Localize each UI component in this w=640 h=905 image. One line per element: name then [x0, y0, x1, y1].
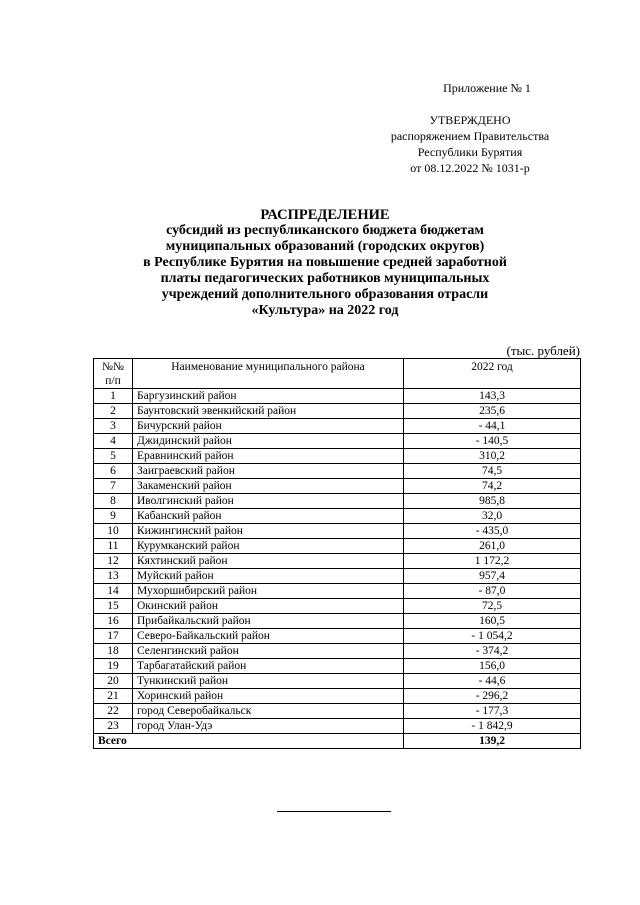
header-value: 2022 год	[404, 359, 581, 389]
approval-line-1: распоряжением Правительства	[390, 129, 550, 143]
row-name: Селенгинский район	[133, 644, 404, 659]
table-row	[94, 539, 581, 554]
approval-block	[372, 80, 568, 176]
row-number: 3	[94, 419, 133, 434]
approval-line-3: от 08.12.2022 № 1031-р	[410, 161, 530, 175]
row-name: Хоринский район	[133, 689, 404, 704]
row-number: 15	[94, 599, 133, 614]
row-name: Джидинский район	[133, 434, 404, 449]
table-header-row	[94, 359, 581, 389]
row-number: 18	[94, 644, 133, 659]
row-name: Кабанский район	[133, 509, 404, 524]
title-line: в Республике Бурятия на повышение средней заработной	[143, 255, 507, 270]
row-value: - 177,3	[404, 704, 581, 719]
table-row	[94, 659, 581, 674]
row-value: 74,5	[404, 464, 581, 479]
row-value: 985,8	[404, 494, 581, 509]
row-value: 143,3	[404, 389, 581, 404]
row-name: Бичурский район	[133, 419, 404, 434]
table-row	[94, 569, 581, 584]
row-number: 7	[94, 479, 133, 494]
header-number: №№ п/п	[94, 359, 133, 389]
approved-label: УТВЕРЖДЕНО	[429, 113, 511, 127]
row-number: 14	[94, 584, 133, 599]
row-value: - 140,5	[404, 434, 581, 449]
table-row	[94, 599, 581, 614]
row-name: Курумканский район	[133, 539, 404, 554]
table-row	[94, 389, 581, 404]
row-number: 6	[94, 464, 133, 479]
table-row	[94, 464, 581, 479]
row-number: 5	[94, 449, 133, 464]
row-name: Кяхтинский район	[133, 554, 404, 569]
row-value: - 87,0	[404, 584, 581, 599]
document-title	[110, 207, 540, 319]
row-number: 9	[94, 509, 133, 524]
table-row	[94, 719, 581, 734]
row-name: Окинский район	[133, 599, 404, 614]
title-line: учреждений дополнительного образования отрасли	[161, 287, 489, 302]
row-number: 4	[94, 434, 133, 449]
title-heading: РАСПРЕДЕЛЕНИЕ	[260, 207, 390, 223]
row-value: 957,4	[404, 569, 581, 584]
table-row	[94, 524, 581, 539]
header-name: Наименование муниципального района	[133, 359, 404, 389]
row-number: 13	[94, 569, 133, 584]
row-name: Еравнинский район	[133, 449, 404, 464]
title-line: платы педагогических работников муниципальных	[160, 271, 490, 286]
row-value: - 374,2	[404, 644, 581, 659]
total-value: 139,2	[404, 734, 581, 749]
row-name: город Улан-Удэ	[133, 719, 404, 734]
row-name: Закаменский район	[133, 479, 404, 494]
row-name: Кижингинский район	[133, 524, 404, 539]
row-value: 261,0	[404, 539, 581, 554]
distribution-table	[93, 358, 581, 749]
row-name: Тункинский район	[133, 674, 404, 689]
row-value: - 44,1	[404, 419, 581, 434]
row-number: 12	[94, 554, 133, 569]
signature-divider	[277, 811, 391, 812]
table-row	[94, 629, 581, 644]
unit-note: (тыс. рублей)	[506, 343, 580, 358]
row-number: 16	[94, 614, 133, 629]
row-value: 32,0	[404, 509, 581, 524]
row-number: 10	[94, 524, 133, 539]
table-row	[94, 509, 581, 524]
row-value: 1 172,2	[404, 554, 581, 569]
row-value: 160,5	[404, 614, 581, 629]
table-row	[94, 674, 581, 689]
table-row	[94, 419, 581, 434]
row-name: Тарбагатайский район	[133, 659, 404, 674]
table-row	[94, 704, 581, 719]
row-value: - 1 054,2	[404, 629, 581, 644]
row-name: Баргузинский район	[133, 389, 404, 404]
row-name: Баунтовский эвенкийский район	[133, 404, 404, 419]
title-line: муниципальных образований (городских округов)	[165, 239, 485, 254]
table-row	[94, 434, 581, 449]
row-name: Заиграевский район	[133, 464, 404, 479]
row-value: 310,2	[404, 449, 581, 464]
table-row	[94, 614, 581, 629]
title-line: «Культура» на 2022 год	[251, 303, 399, 318]
approval-line-2: Республики Бурятия	[417, 145, 523, 159]
row-value: 74,2	[404, 479, 581, 494]
row-number: 21	[94, 689, 133, 704]
row-number: 1	[94, 389, 133, 404]
total-row	[94, 734, 581, 749]
title-line: субсидий из республиканского бюджета бюджетам	[166, 223, 484, 238]
table-body	[94, 389, 581, 734]
table-row	[94, 479, 581, 494]
row-number: 20	[94, 674, 133, 689]
table-row	[94, 449, 581, 464]
row-name: Иволгинский район	[133, 494, 404, 509]
row-value: 72,5	[404, 599, 581, 614]
annex-label: Приложение № 1	[443, 81, 531, 95]
row-name: Мухоршибирский район	[133, 584, 404, 599]
row-value: 156,0	[404, 659, 581, 674]
row-value: 235,6	[404, 404, 581, 419]
row-name: Прибайкальский район	[133, 614, 404, 629]
row-value: - 44,6	[404, 674, 581, 689]
table-row	[94, 644, 581, 659]
row-name: город Северобайкальск	[133, 704, 404, 719]
row-number: 19	[94, 659, 133, 674]
table-row	[94, 494, 581, 509]
table-row	[94, 584, 581, 599]
table-row	[94, 689, 581, 704]
table-row	[94, 554, 581, 569]
row-value: - 296,2	[404, 689, 581, 704]
row-value: - 1 842,9	[404, 719, 581, 734]
row-number: 11	[94, 539, 133, 554]
row-number: 2	[94, 404, 133, 419]
row-name: Северо-Байкальский район	[133, 629, 404, 644]
row-name: Муйский район	[133, 569, 404, 584]
row-number: 23	[94, 719, 133, 734]
row-number: 8	[94, 494, 133, 509]
row-value: - 435,0	[404, 524, 581, 539]
total-label: Всего	[94, 734, 404, 749]
row-number: 22	[94, 704, 133, 719]
table-row	[94, 404, 581, 419]
row-number: 17	[94, 629, 133, 644]
